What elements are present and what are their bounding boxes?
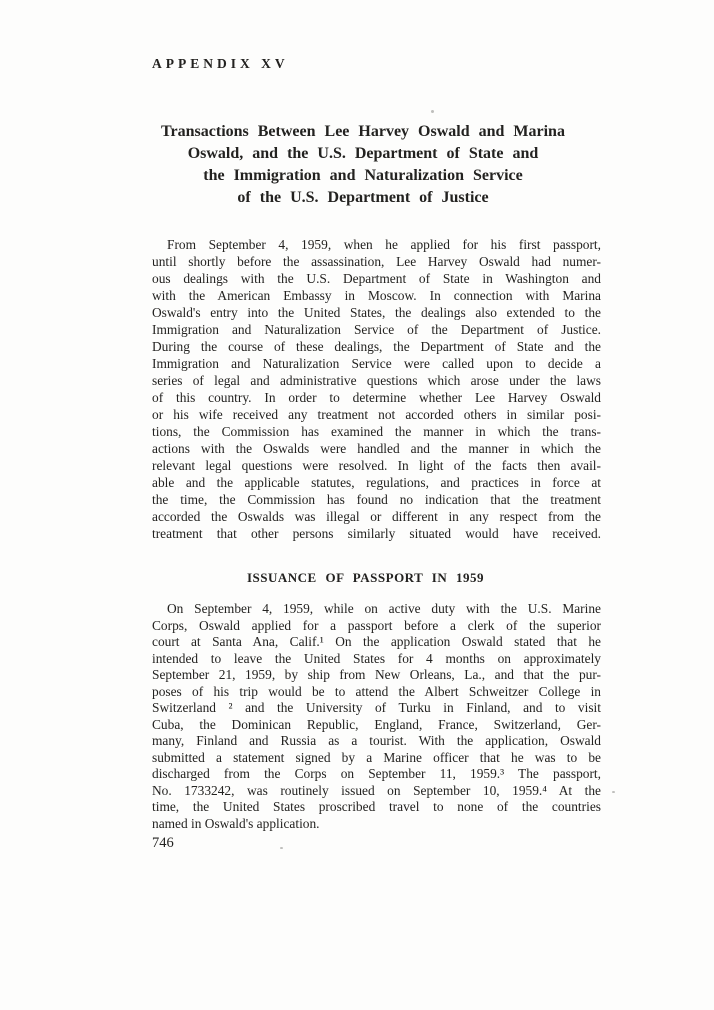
title-line: the Immigration and Naturalization Service — [203, 167, 523, 184]
paragraph-line: the time, the Commission has found no indication that the treatment — [152, 492, 601, 507]
paragraph-line: On September 4, 1959, while on active duty with the U.S. Marine — [167, 601, 601, 616]
paragraph-line: Immigration and Naturalization Service of the Department of Justice. — [152, 322, 601, 337]
appendix-label: APPENDIX XV — [152, 56, 289, 71]
paragraph-line: able and the applicable statutes, regulations, and practices in force at — [152, 475, 601, 490]
paragraph-line: named in Oswald's application. — [152, 815, 320, 831]
paragraph-line: ous dealings with the U.S. Department of State in Washington and — [152, 271, 601, 286]
title-line: Oswald, and the U.S. Department of State and — [187, 145, 539, 162]
paragraph-line: accorded the Oswalds was illegal or different in any respect from the — [152, 509, 601, 524]
paragraph-line: No. 1733242, was routinely issued on September 10, 1959.⁴ At the — [152, 782, 601, 798]
paragraph-line: submitted a statement signed by a Marine officer that he was to be — [152, 749, 601, 765]
paragraph-line: September 21, 1959, by ship from New Orleans, La., and that the pur- — [152, 667, 601, 682]
document-title — [140, 121, 600, 209]
paragraph-line: Switzerland ² and the University of Turku in Finland, and to visit — [152, 700, 601, 715]
title-line: of the U.S. Department of Justice — [237, 189, 489, 206]
paragraph-line: court at Santa Ana, Calif.¹ On the application Oswald stated that he — [152, 634, 601, 649]
paragraph-line: During the course of these dealings, the Department of State and the — [152, 339, 601, 354]
paragraph-line: relevant legal questions were resolved. In light of the facts then avail- — [152, 458, 601, 473]
section-paragraph — [152, 601, 601, 832]
scan-speck — [612, 791, 615, 793]
paragraph-line: time, the United States proscribed travel to none of the countries — [152, 799, 601, 814]
paragraph-line: series of legal and administrative questions which arose under the laws — [152, 373, 601, 388]
page-number: 746 — [152, 835, 174, 851]
paragraph-line: intended to leave the United States for 4 months on approximately — [152, 650, 601, 666]
paragraph-line: tions, the Commission has examined the manner in which the trans- — [152, 424, 601, 439]
scan-speck — [431, 110, 434, 113]
intro-paragraph — [152, 236, 601, 542]
paragraph-line: Immigration and Naturalization Service were called upon to decide a — [152, 356, 601, 371]
paragraph-line: From September 4, 1959, when he applied for his first passport, — [167, 237, 601, 252]
paragraph-line: Oswald's entry into the United States, the dealings also extended to the — [152, 305, 601, 320]
title-line: Transactions Between Lee Harvey Oswald and Marina — [161, 123, 565, 140]
paragraph-line: Cuba, the Dominican Republic, England, France, Switzerland, Ger- — [152, 716, 601, 732]
section-heading: ISSUANCE OF PASSPORT IN 1959 — [246, 570, 484, 585]
paragraph-line: actions with the Oswalds were handled and the manner in which the — [152, 441, 601, 456]
paragraph-line: discharged from the Corps on September 11, 1959.³ The passport, — [152, 766, 601, 781]
paragraph-line: poses of his trip would be to attend the Albert Schweitzer College in — [152, 683, 601, 699]
paragraph-line: treatment that other persons similarly situated would have received. — [152, 526, 601, 541]
scan-speck — [280, 847, 283, 849]
paragraph-line: until shortly before the assassination, Lee Harvey Oswald had numer- — [152, 254, 601, 269]
paragraph-line: or his wife received any treatment not accorded others in similar posi- — [152, 407, 601, 422]
paragraph-line: of this country. In order to determine whether Lee Harvey Oswald — [152, 390, 601, 405]
paragraph-line: with the American Embassy in Moscow. In connection with Marina — [152, 288, 601, 303]
paragraph-line: many, Finland and Russia as a tourist. With the application, Oswald — [152, 733, 601, 748]
paragraph-line: Corps, Oswald applied for a passport before a clerk of the superior — [152, 617, 601, 633]
